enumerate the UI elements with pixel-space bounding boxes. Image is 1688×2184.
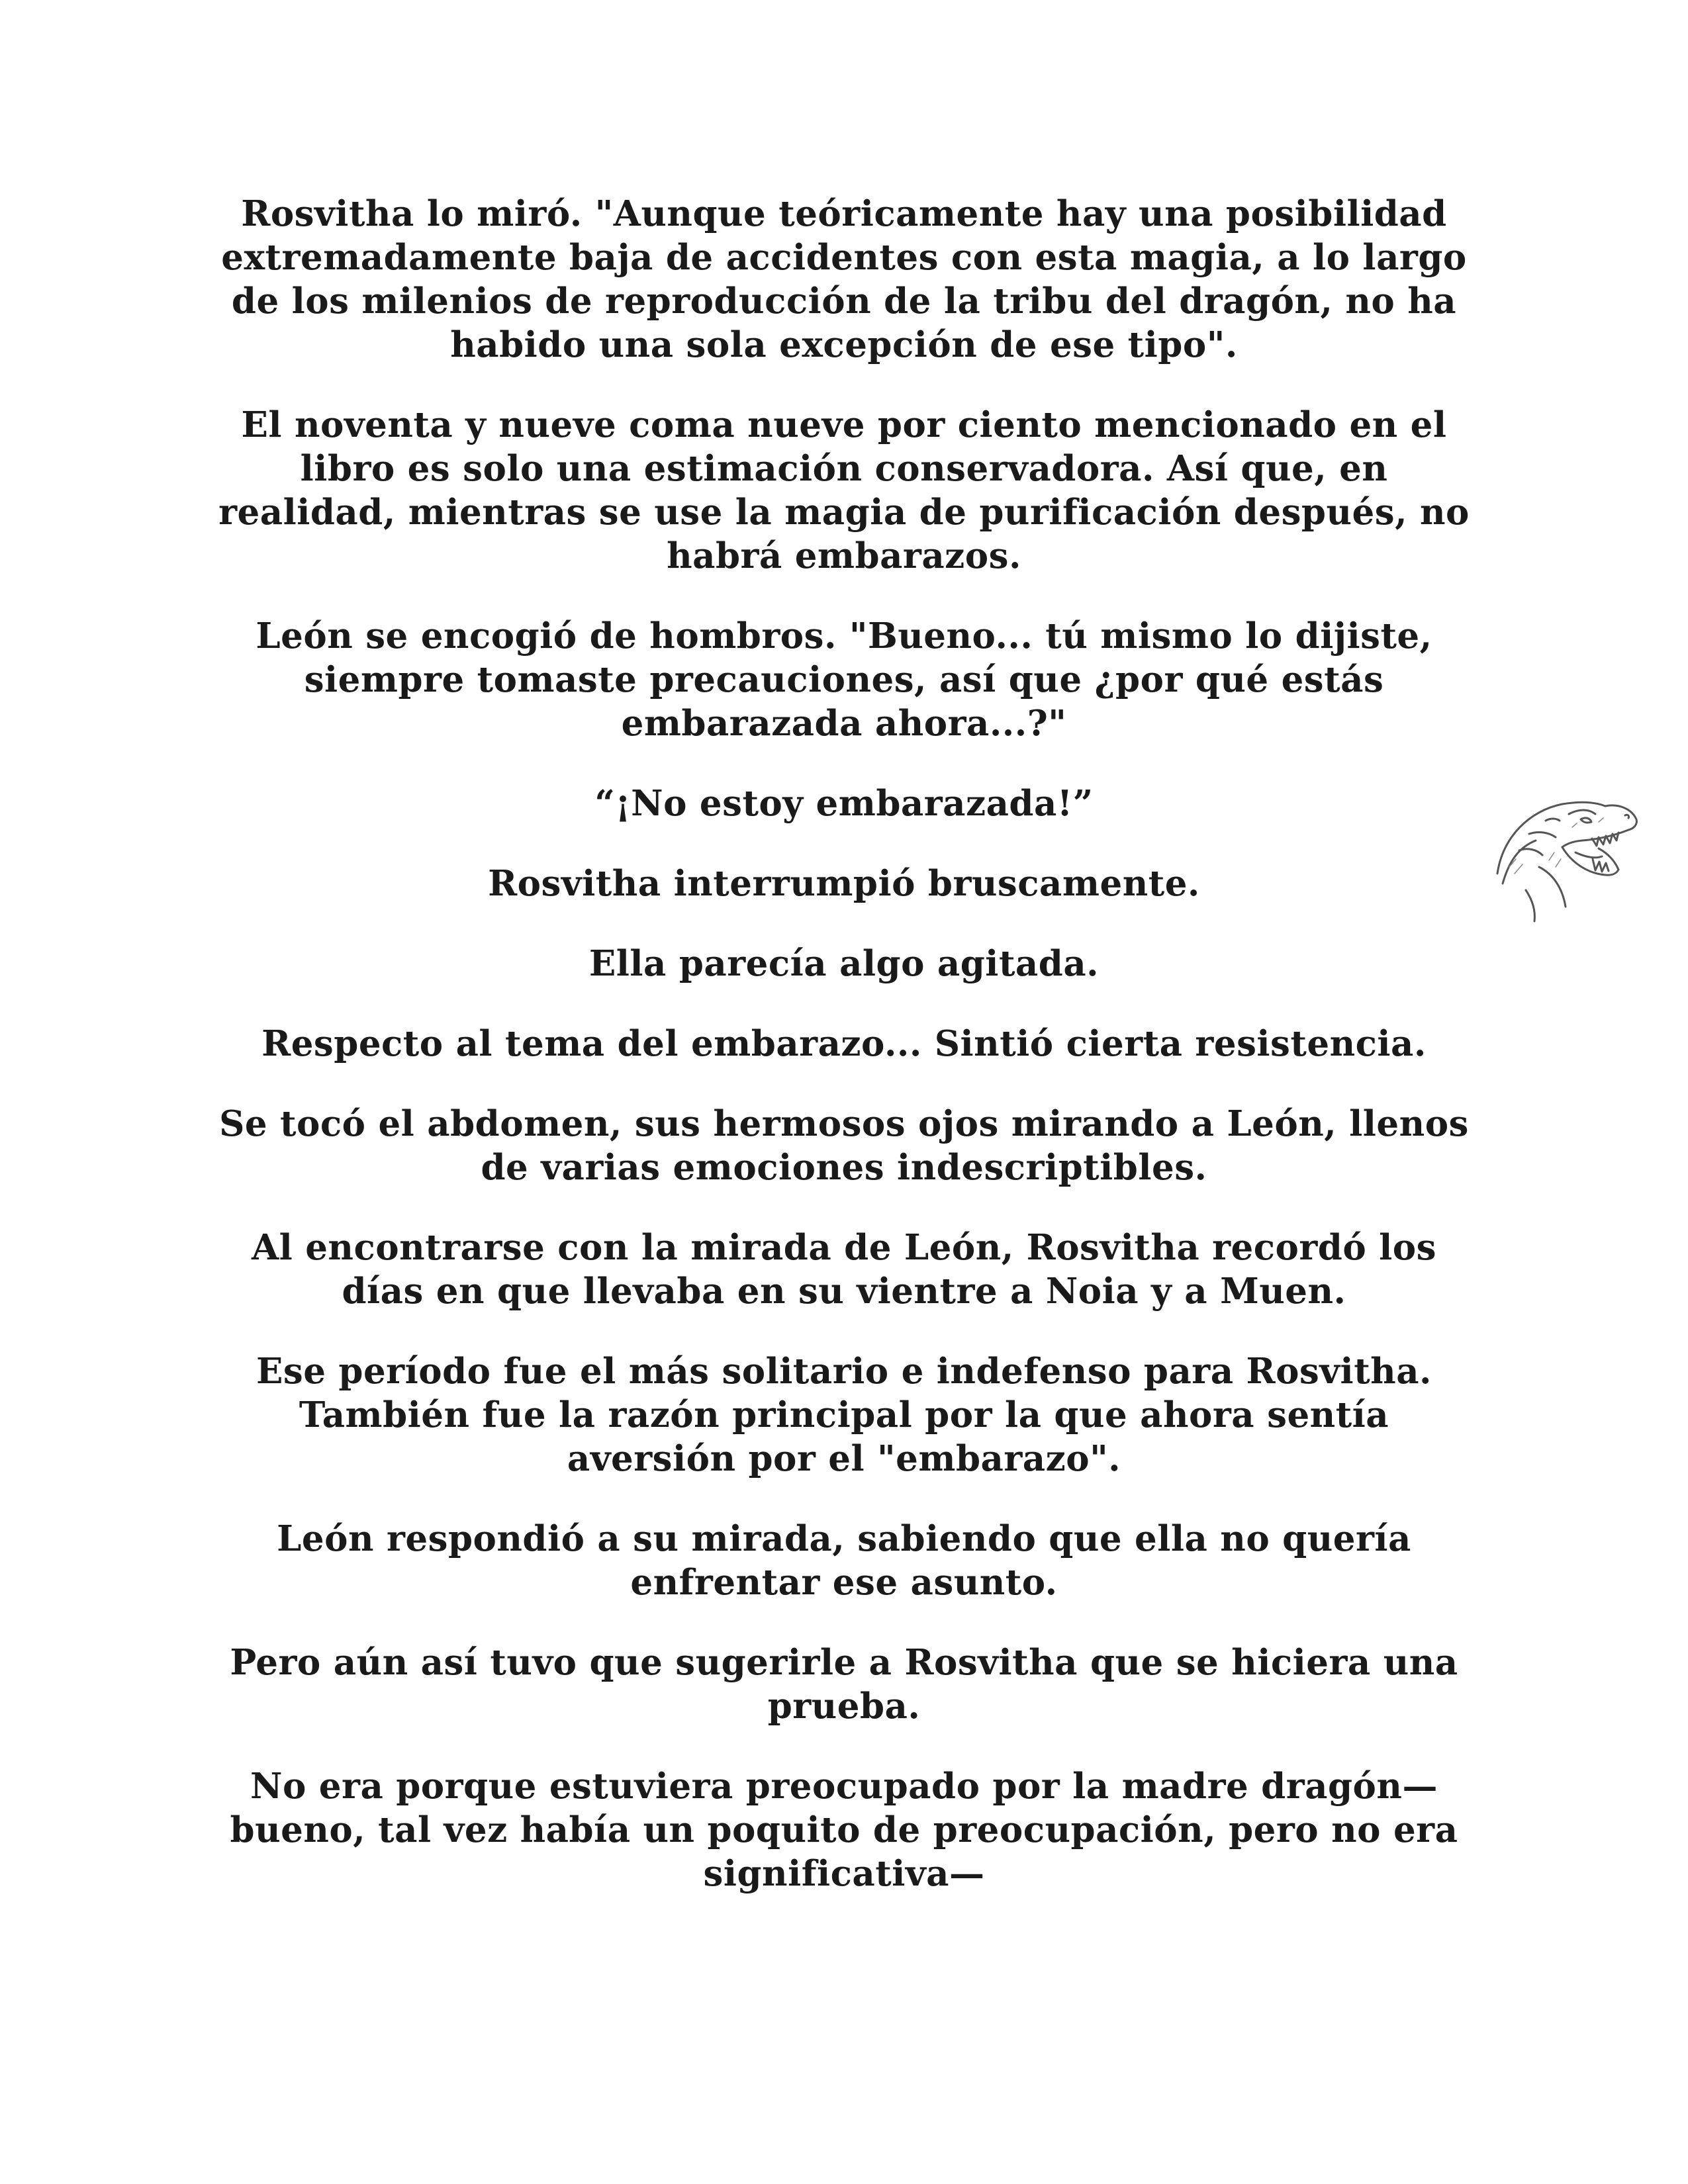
paragraph-1: Rosvitha lo miró. "Aunque teóricamente hay una posibilidad extremadamente baja de accidentes con esta magia, a lo largo de los milenios de reproducción de la tribu del dragón, no ha habido una sola excepción de ese tipo". bbox=[221, 193, 1467, 365]
paragraph-8: Se tocó el abdomen, sus hermosos ojos mirando a León, llenos de varias emociones indescriptibles. bbox=[219, 1103, 1469, 1188]
paragraph-9: Al encontrarse con la mirada de León, Rosvitha recordó los días en que llevaba en su vientre a Noia y a Muen. bbox=[251, 1227, 1436, 1312]
paragraph-2: El noventa y nueve coma nueve por ciento mencionado en el libro es solo una estimación conservadora. Así que, en realidad, mientras se use la magia de purificación después, no habrá embarazos. bbox=[218, 404, 1470, 576]
paragraph-12: Pero aún así tuvo que sugerirle a Rosvitha que se hiciera una prueba. bbox=[230, 1642, 1458, 1727]
paragraph-3: León se encogió de hombros. "Bueno... tú mismo lo dijiste, siempre tomaste precauciones, así que ¿por qué estás embarazada ahora...?" bbox=[256, 615, 1432, 744]
paragraph-5: Rosvitha interrumpió bruscamente. bbox=[488, 863, 1200, 904]
paragraph-11: León respondió a su mirada, sabiendo que ella no quería enfrentar ese asunto. bbox=[277, 1518, 1411, 1603]
paragraph-10: Ese período fue el más solitario e indefenso para Rosvitha. También fue la razón principal por la que ahora sentía aversión por el "embarazo". bbox=[256, 1351, 1432, 1479]
paragraph-13: No era porque estuviera preocupado por la madre dragón—bueno, tal vez había un poquito de preocupación, pero no era significativa— bbox=[230, 1766, 1458, 1894]
paragraph-7: Respecto al tema del embarazo... Sintió cierta resistencia. bbox=[261, 1023, 1427, 1064]
text-column bbox=[218, 192, 1470, 1932]
paragraph-6: Ella parecía algo agitada. bbox=[588, 943, 1100, 984]
dragon-head-sketch-icon bbox=[1489, 774, 1642, 927]
paragraph-4: “¡No estoy embarazada!” bbox=[594, 783, 1094, 824]
